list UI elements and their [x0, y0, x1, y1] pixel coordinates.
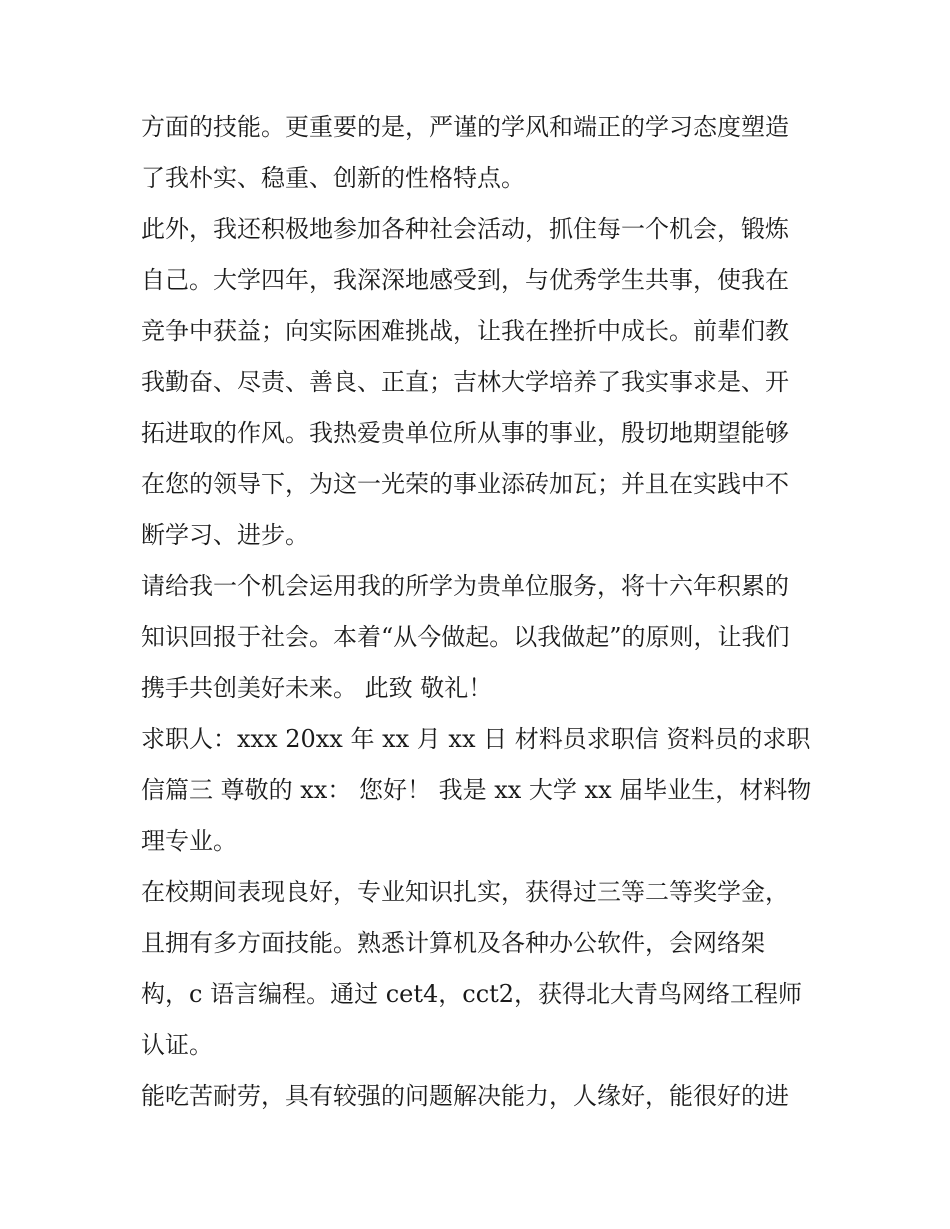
paragraph-school-performance: [141, 867, 821, 1071]
text-line: 知识回报于社会。本着“从今做起。以我做起”的原则，让我们: [141, 623, 790, 651]
text-line: 在您的领导下，为这一光荣的事业添砖加瓦；并且在实践中不: [141, 470, 789, 498]
paragraph-social-activities: [141, 204, 821, 561]
text-line: 请给我一个机会运用我的所学为贵单位服务，将十六年积累的: [141, 572, 789, 600]
text-line: 理专业。: [141, 827, 237, 855]
text-line: 我勤奋、尽责、善良、正直；吉林大学培养了我实事求是、开: [141, 368, 789, 396]
text-line: 携手共创美好未来。 此致 敬礼！: [141, 674, 493, 702]
text-line: 认证。: [141, 1031, 213, 1059]
text-line: 且拥有多方面技能。熟悉计算机及各种办公软件，会网络架: [141, 929, 765, 957]
text-line: 能吃苦耐劳，具有较强的问题解决能力，人缘好，能很好的进: [141, 1082, 789, 1110]
text-line: 求职人：xxx 20xx 年 xx 月 xx 日 材料员求职信 资料员的求职: [141, 725, 811, 753]
text-line: 方面的技能。更重要的是，严谨的学风和端正的学习态度塑造: [141, 113, 789, 141]
text-line: 在校期间表现良好，专业知识扎实，获得过三等二等奖学金，: [141, 878, 789, 906]
paragraph-hardworking: [141, 1071, 821, 1122]
text-line: 此外，我还积极地参加各种社会活动，抓住每一个机会，锻炼: [141, 215, 789, 243]
text-line: 自己。大学四年，我深深地感受到，与优秀学生共事，使我在: [141, 266, 789, 294]
text-line: 竞争中获益；向实际困难挑战，让我在挫折中成长。前辈们教: [141, 317, 789, 345]
text-line: 拓进取的作风。我热爱贵单位所从事的事业，殷切地期望能够: [141, 419, 789, 447]
text-line: 断学习、进步。: [141, 521, 309, 549]
paragraph-signature-letter-three: [141, 714, 821, 867]
text-line: 信篇三 尊敬的 xx： 您好！ 我是 xx 大学 xx 届毕业生，材料物: [141, 776, 812, 804]
paragraph-skills-conclusion: [141, 102, 821, 204]
document-body: [141, 102, 821, 1122]
paragraph-request-opportunity: [141, 561, 821, 714]
text-line: 了我朴实、稳重、创新的性格特点。: [141, 164, 525, 192]
text-line: 构，c 语言编程。通过 cet4，cct2，获得北大青鸟网络工程师: [141, 980, 803, 1008]
